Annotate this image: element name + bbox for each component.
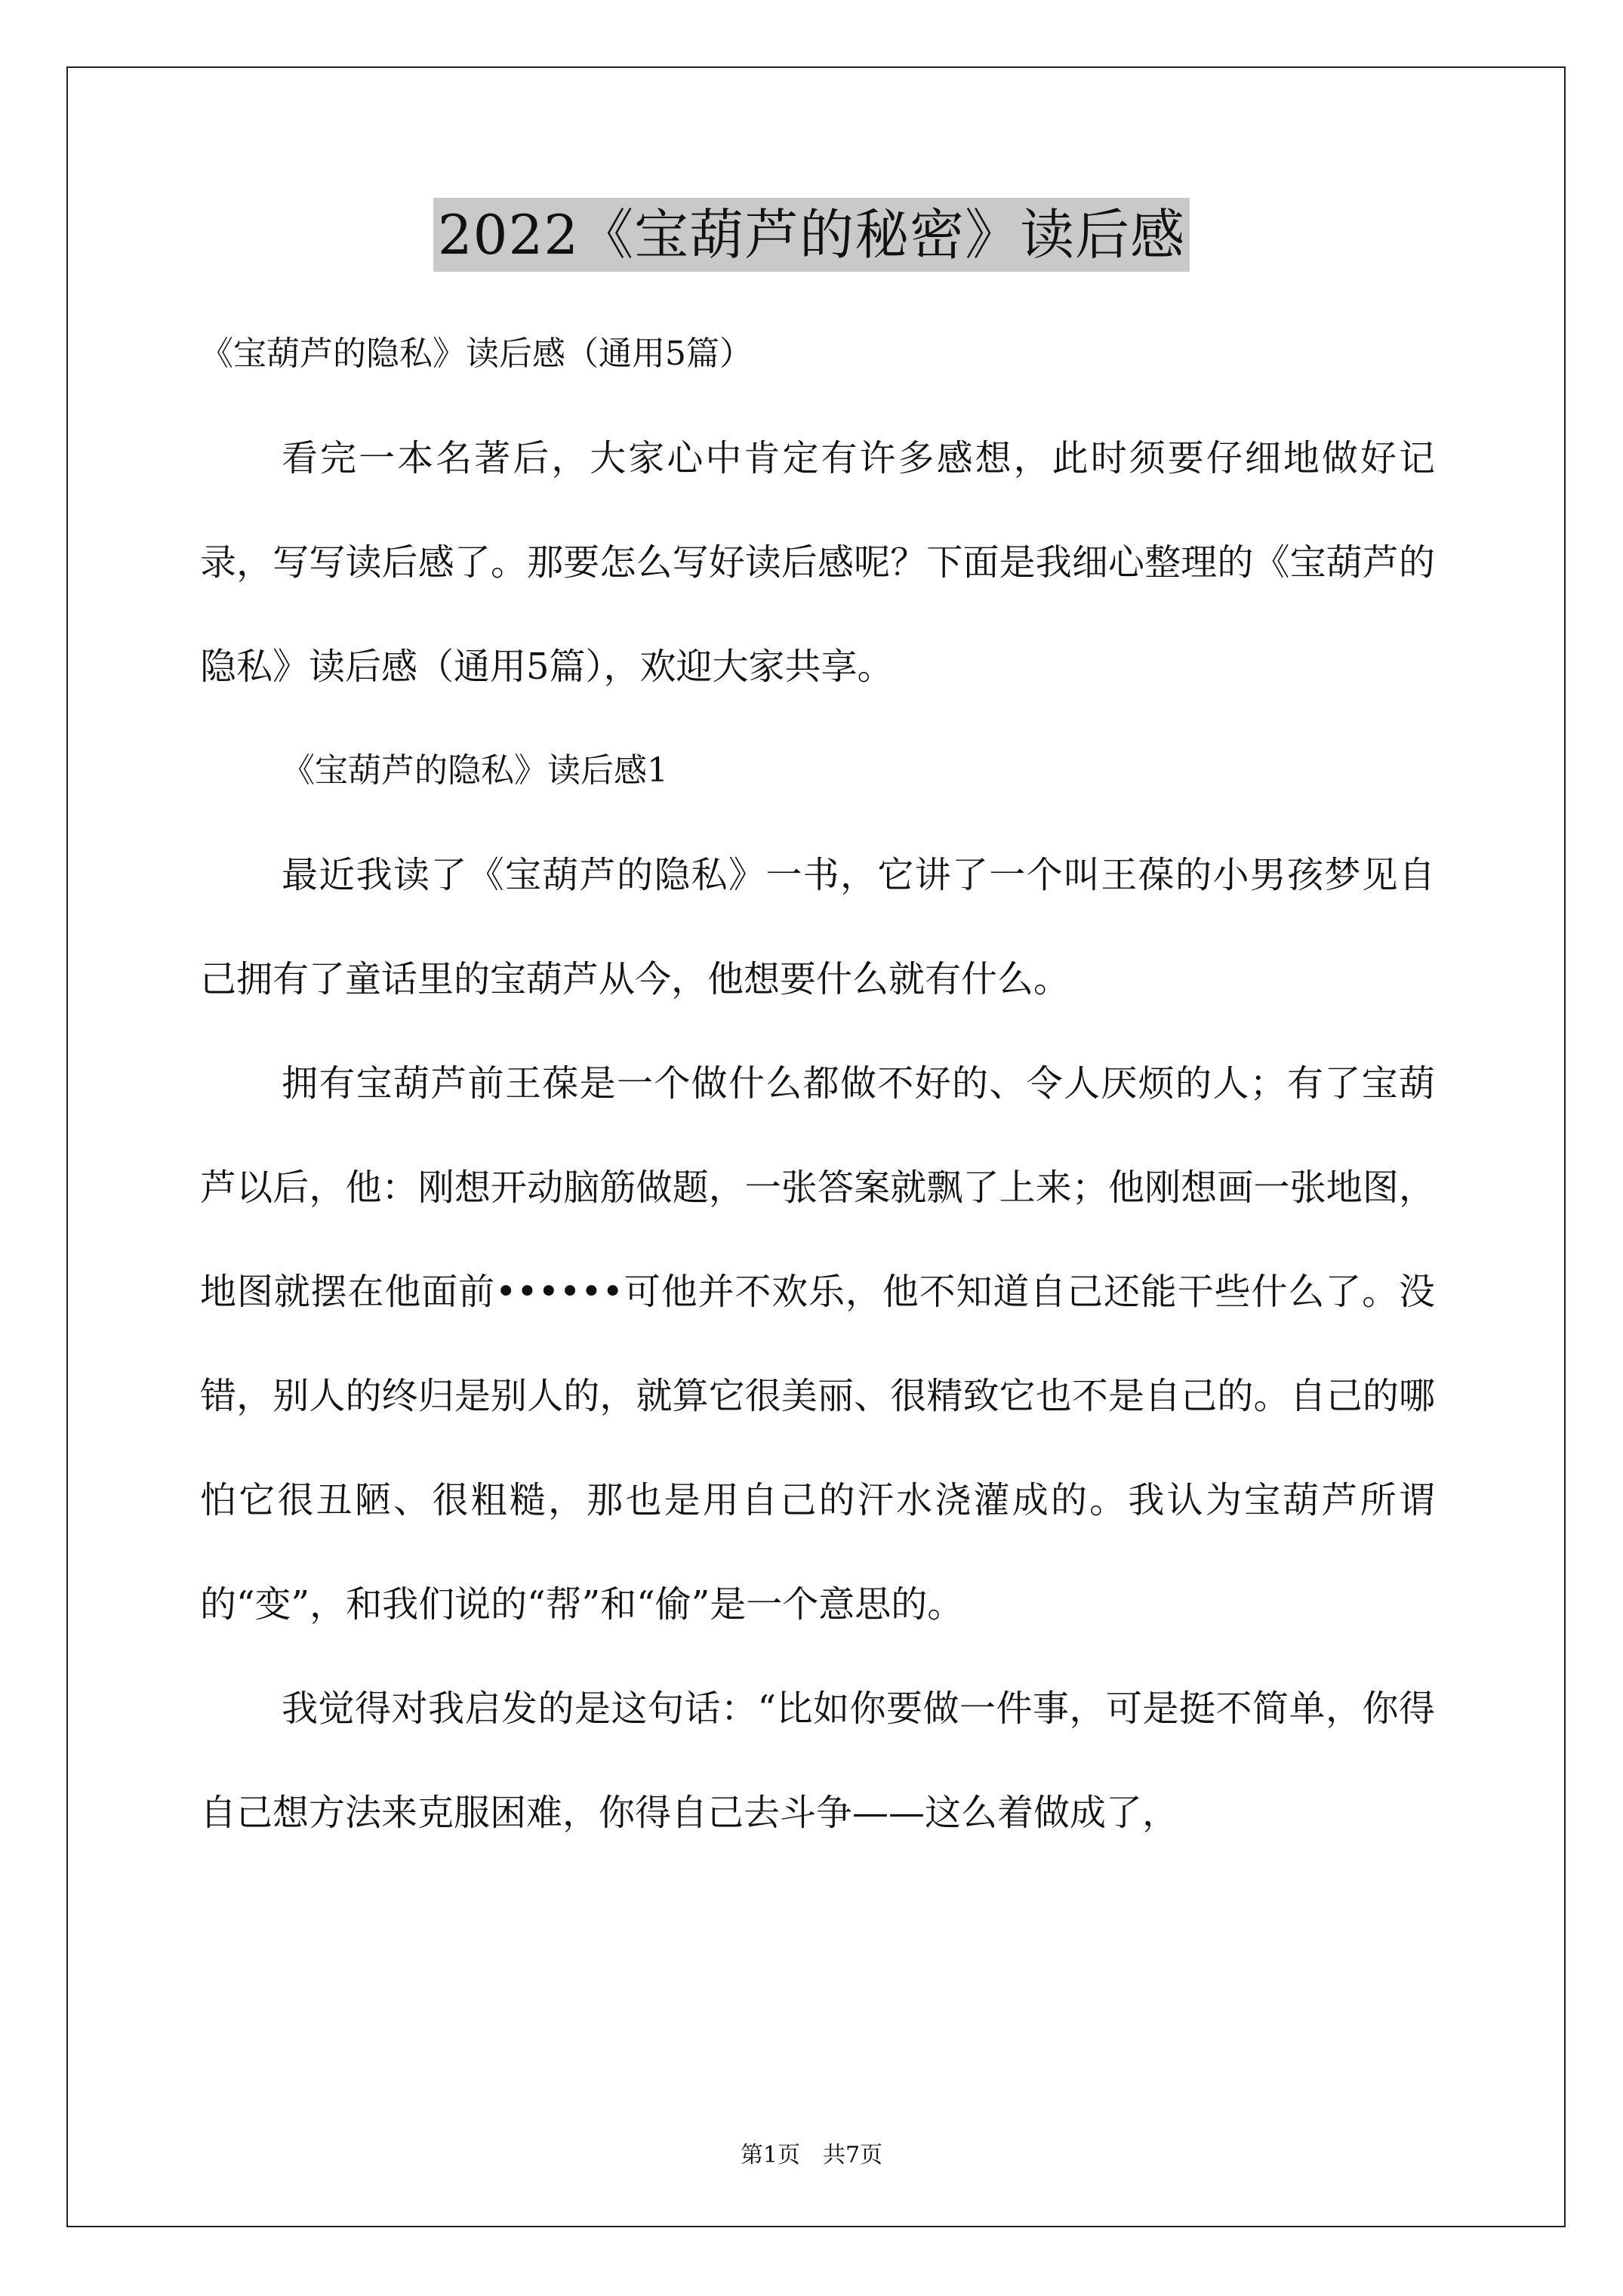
- intro-paragraph: 看完一本名著后，大家心中肯定有许多感想，此时须要仔细地做好记录，写写读后感了。那要怎么写好读后感呢？下面是我细心整理的《宝葫芦的隐私》读后感（通用5篇），欢迎大家共享。: [200, 437, 1435, 688]
- body-paragraph: 拥有宝葫芦前王葆是一个做什么都做不好的、令人厌烦的人；有了宝葫芦以后，他：刚想开动脑筋做题，一张答案就飘了上来；他刚想画一张地图，地图就摆在他面前••••••可他并不欢乐，他不知道自己还能干些什么了。没错，别人的终归是别人的，就算它很美丽、很精致它也不是自己的。自己的哪怕它很丑陋、很粗糙，那也是用自己的汗水浇灌成的。我认为宝葫芦所谓的“变”，和我们说的“帮”和“偷”是一个意思的。: [200, 1062, 1435, 1626]
- title-container: [0, 198, 1623, 272]
- body-paragraph: 我觉得对我启发的是这句话：“比如你要做一件事，可是挺不简单，你得自己想方法来克服困难，你得自己去斗争——这么着做成了，: [200, 1687, 1435, 1834]
- page-footer: 第1页 共7页: [740, 2142, 883, 2168]
- section-heading: 《宝葫芦的隐私》读后感1: [282, 751, 668, 790]
- document-title: 2022《宝葫芦的秘密》读后感: [433, 198, 1190, 272]
- subtitle-paragraph: 《宝葫芦的隐私》读后感（通用5篇）: [200, 334, 753, 373]
- body-paragraph: 最近我读了《宝葫芦的隐私》一书，它讲了一个叫王葆的小男孩梦见自己拥有了童话里的宝葫芦从今，他想要什么就有什么。: [200, 854, 1435, 1000]
- document-body: [200, 302, 1435, 1865]
